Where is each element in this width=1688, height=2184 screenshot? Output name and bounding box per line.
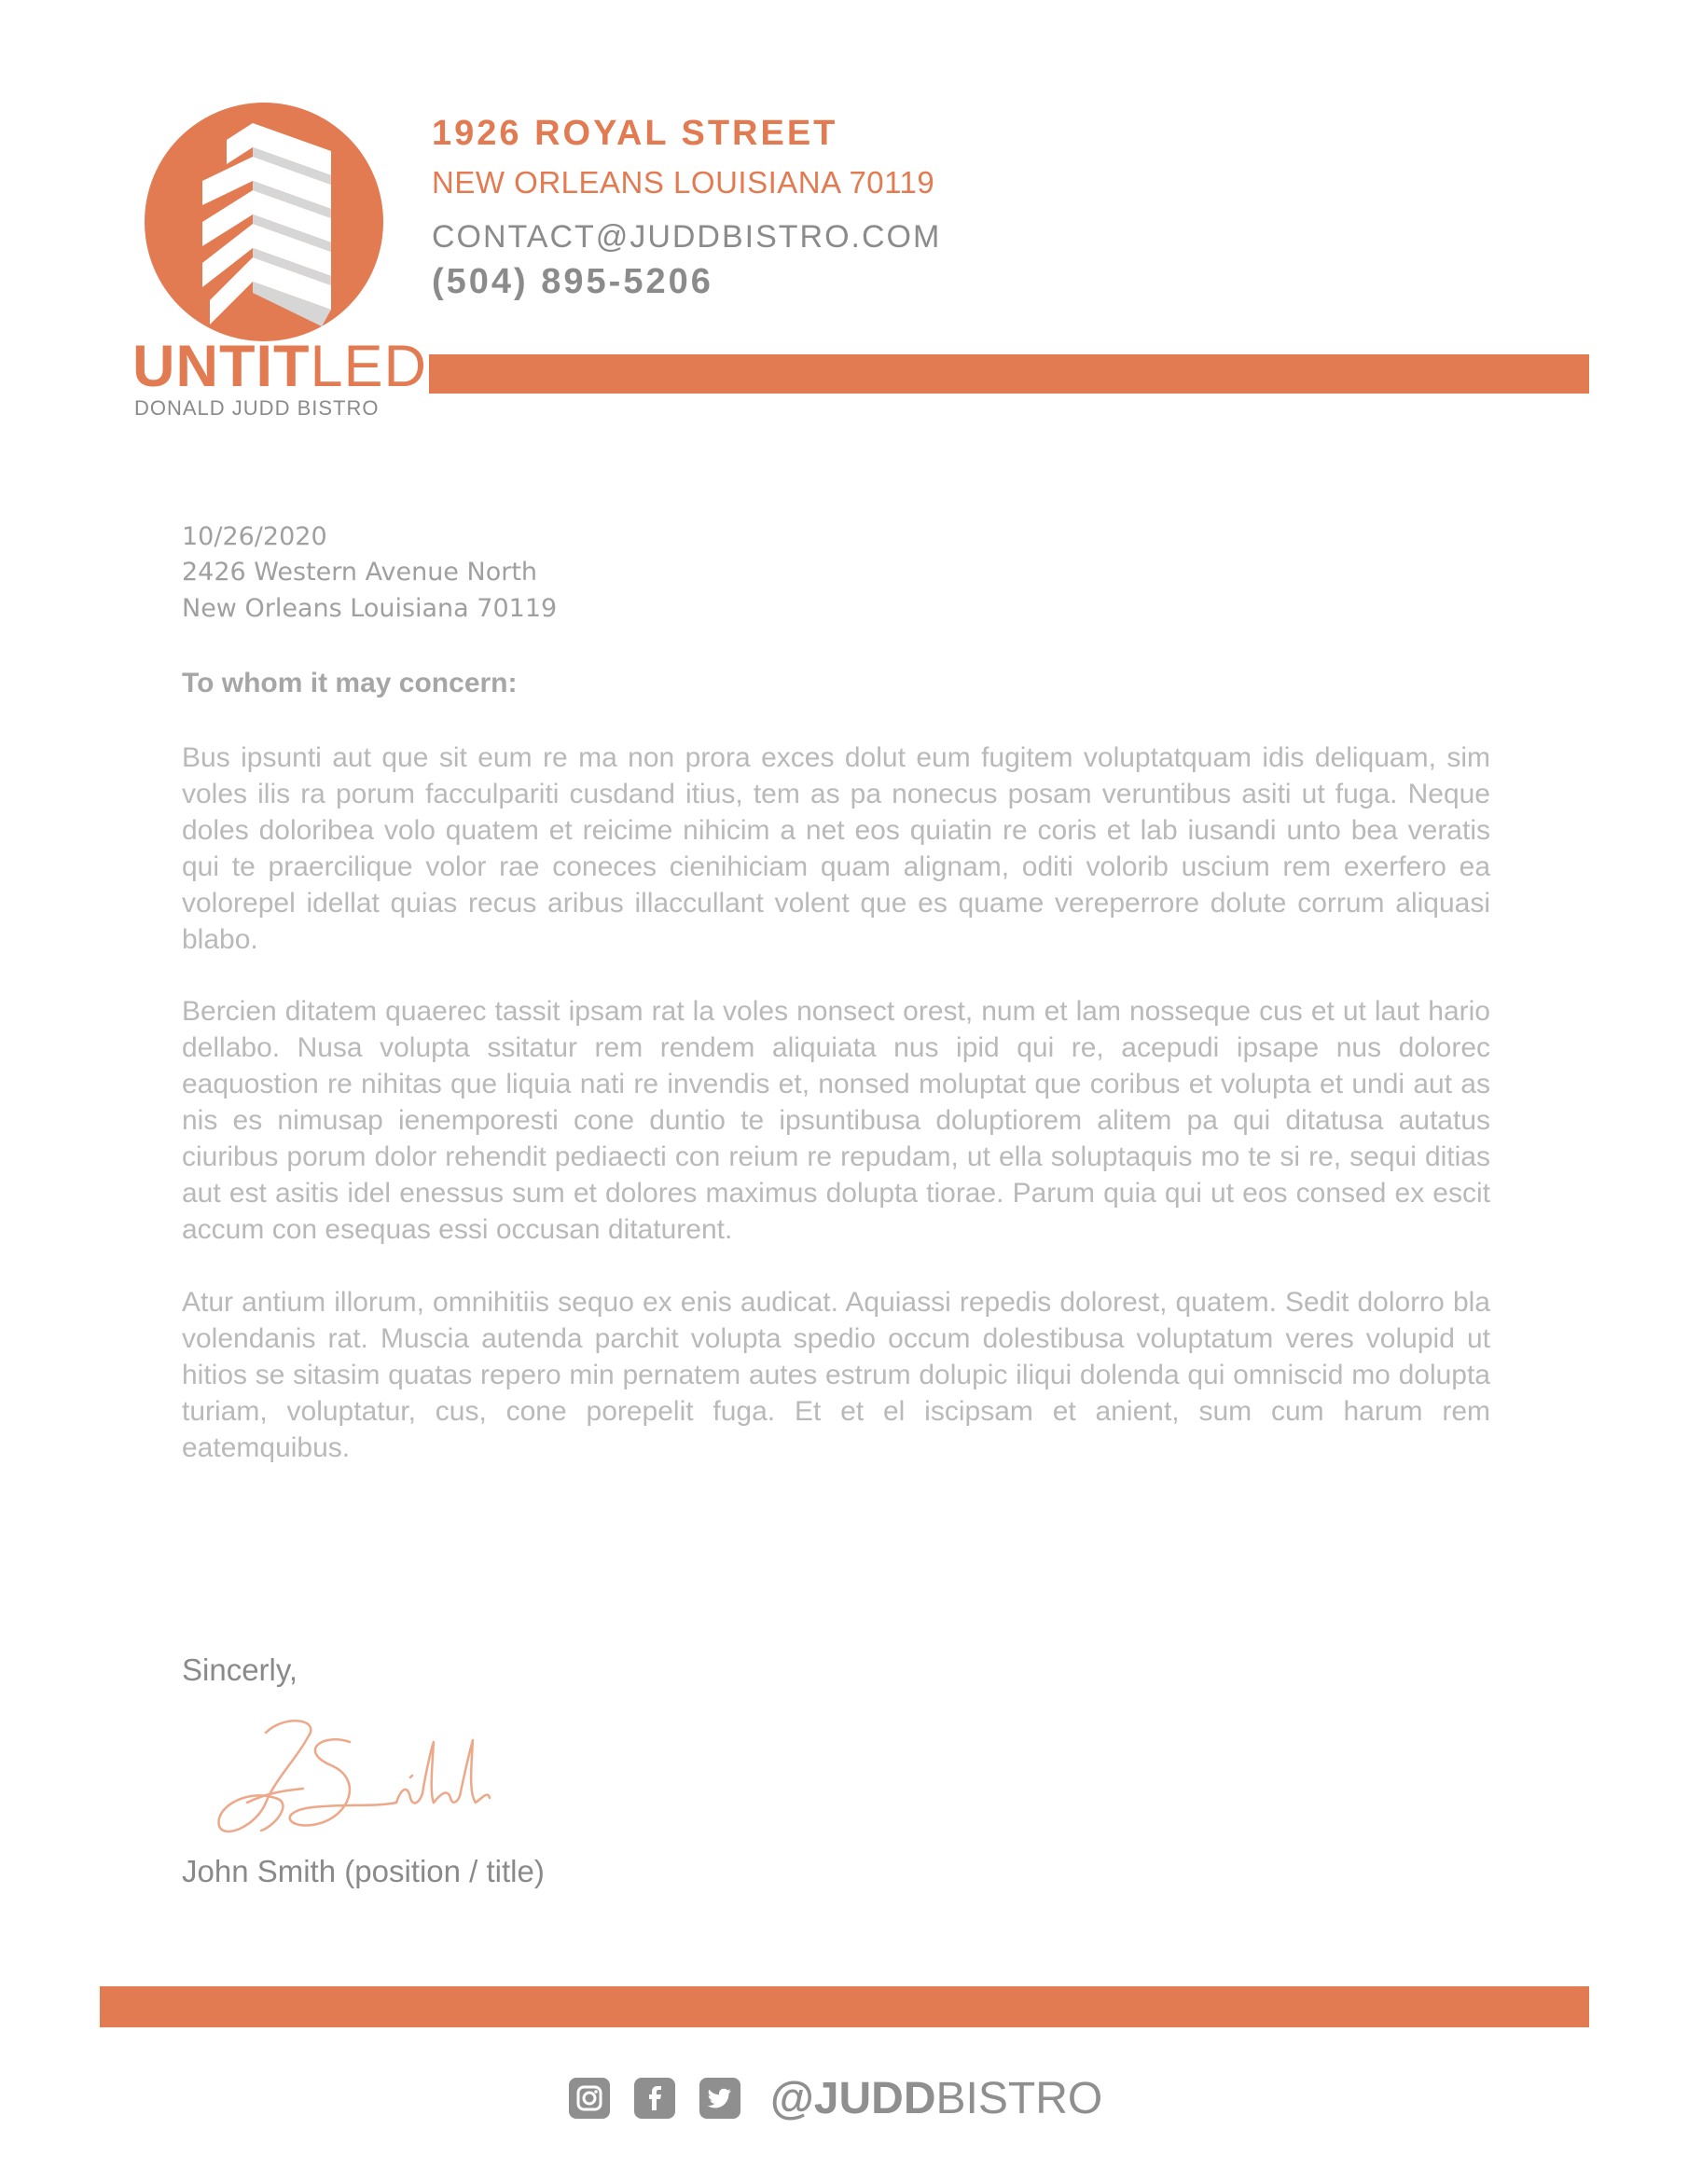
brand-name-light: LED	[310, 334, 428, 399]
social-handle[interactable]	[770, 2073, 1102, 2124]
recipient-city: New Orleans Louisiana 70119	[182, 594, 558, 623]
recipient-street: 2426 Western Avenue North	[182, 558, 538, 587]
letter-paragraph-2: Bercien ditatem quaerec tassit ipsam rat la voles nonsect orest, num et lam nosseque cus et ut laut hario dellabo. Nusa volupta ssitatur rem rendem aliquiata nus ipid qui re, acepudi ipsape nus dolorec eaquostion re nihitas que liquia nati re invendis et, nonsed moluptat que coribus et volupta et undi aut as nis es nimusap ienemporesti cone duntio te ipsuntibusa doluptiorem alitem pa qui ditatusa autatus ciuribus porum dolor rehendit pediaecti con reium re repudam, ut ella soluptaquis mo te si re, sequi ditias aut est asitis idel enessus sum et dolores maximus dolupta tiorae. Parum quia qui ut eos consed ex escit accum con esequas essi occusan ditaturent.	[182, 996, 1490, 1245]
signature-icon	[210, 1714, 536, 1845]
brand-name-bold: UNTIT	[132, 334, 311, 399]
social-footer	[569, 2072, 1102, 2124]
letter-paragraph-3: Atur antium illorum, omnihitiis sequo ex enis audicat. Aquiassi repedis dolorest, quatem. Sedit dolorro bla volendanis rat. Muscia autenda parchit volupta spedio occum dolestibusa voluptatum veres volupid ut hitios se sitasim quatas repero min pernatem autes estrum dolupic iliqui dolenda qui omniscid mo dolupta turiam, voluptatur, cus, cone porepelit fuga. Et et el iscipsam et anient, sum cum harum rem eatemquibus.	[182, 1287, 1490, 1463]
header-city: NEW ORLEANS LOUISIANA 70119	[432, 165, 935, 200]
letter-greeting: To whom it may concern:	[182, 668, 518, 698]
logo-building-icon	[145, 103, 383, 341]
letter-closing: Sincerly,	[182, 1652, 298, 1687]
brand-subtitle: DONALD JUDD BISTRO	[134, 396, 380, 420]
header-email[interactable]: CONTACT@JUDDBISTRO.COM	[432, 219, 942, 255]
header-street: 1926 ROYAL STREET	[432, 114, 838, 153]
letter-date: 10/26/2020	[182, 522, 327, 551]
social-handle-light: BISTRO	[935, 2073, 1103, 2123]
header-divider-bar	[429, 354, 1589, 394]
letter-paragraph-1: Bus ipsunti aut que sit eum re ma non prora exces dolut eum fugitem voluptatquam idis deliquam, sim voles ilis ra porum facculpariti cusdand itius, tem as pa nonecus posam veruntibus asiti ut fuga. Neque doles doloribea volo quatem et reicime nihicim a net eos quiatin re coris et lab iusandi unto bea veratis qui te praercilique volor rae coneces cienihiciam quam alignam, oditi volorib uscium rem exerfero ea volorepel idellat quias recus aribus illaccullant volent que es quame vereperrore dolute corrum aliquasi blabo.	[182, 742, 1490, 955]
brand-name	[132, 334, 428, 399]
instagram-icon[interactable]	[569, 2078, 610, 2119]
footer-divider-bar	[100, 1986, 1589, 2027]
twitter-icon[interactable]	[699, 2078, 740, 2119]
header-phone[interactable]: (504) 895-5206	[432, 262, 713, 301]
facebook-icon[interactable]	[634, 2078, 675, 2119]
signer-name: John Smith (position / title)	[182, 1854, 545, 1888]
social-handle-bold: @JUDD	[770, 2073, 936, 2123]
